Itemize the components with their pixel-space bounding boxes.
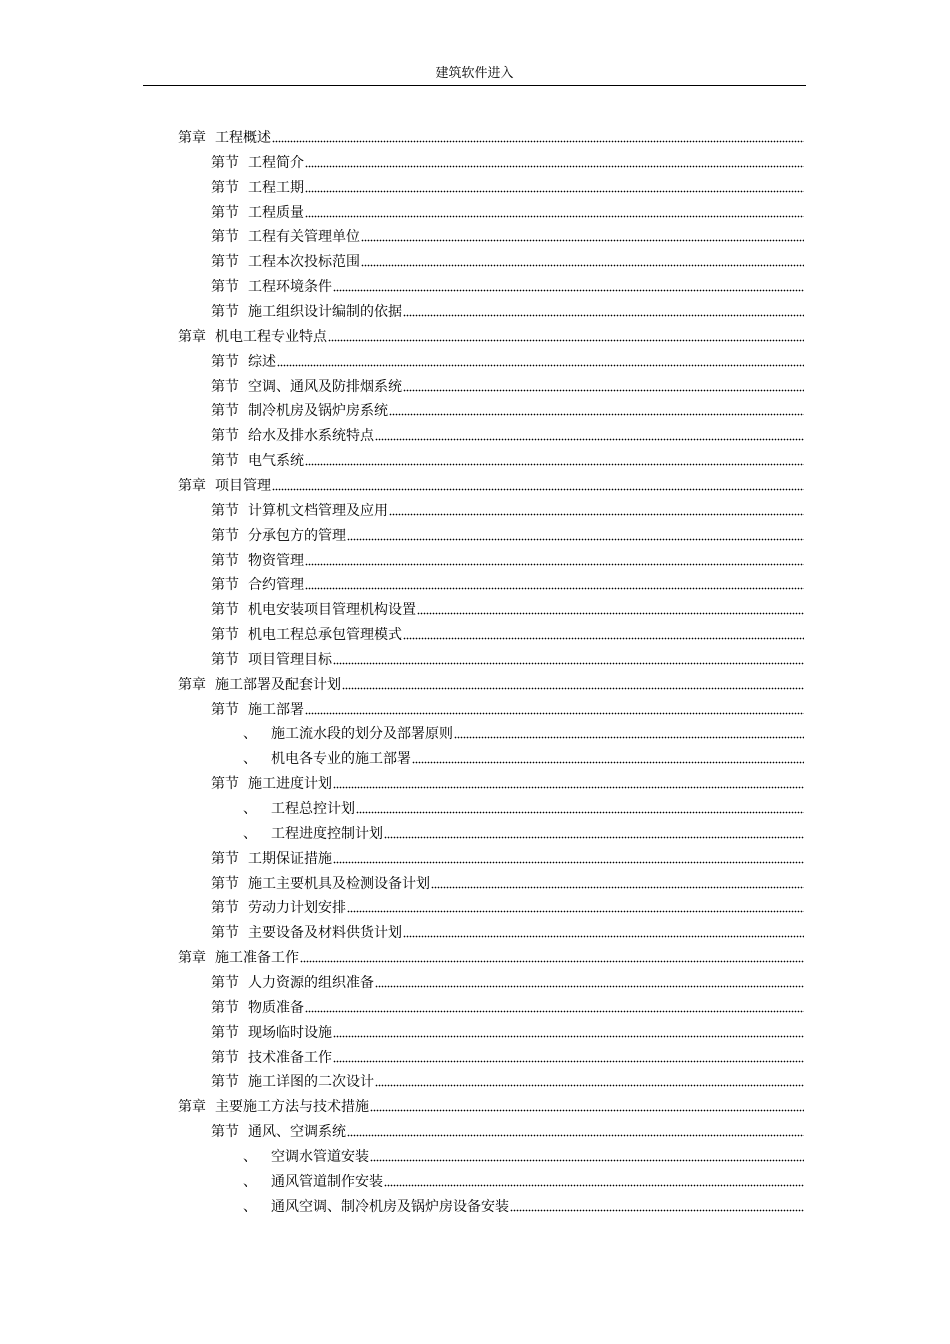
toc-entry-number: 、 bbox=[243, 825, 257, 842]
toc-entry-label bbox=[178, 1098, 369, 1116]
toc-section-entry[interactable] bbox=[211, 1047, 804, 1067]
toc-section-entry[interactable] bbox=[211, 376, 804, 396]
toc-dot-leader bbox=[403, 637, 804, 640]
toc-entry-number: 第章 bbox=[178, 676, 206, 693]
toc-dot-leader bbox=[272, 488, 804, 491]
toc-entry-number: 第节 bbox=[211, 304, 239, 320]
toc-dot-leader bbox=[361, 239, 804, 242]
toc-section-entry[interactable] bbox=[211, 1071, 804, 1091]
toc-entry-title: 人力资源的组织准备 bbox=[248, 974, 374, 991]
toc-entry-number: 、 bbox=[243, 1198, 257, 1215]
toc-entry-number: 第节 bbox=[211, 1124, 239, 1140]
toc-dot-leader bbox=[510, 1209, 804, 1212]
toc-section-entry[interactable] bbox=[211, 400, 804, 420]
toc-dot-leader bbox=[333, 1060, 804, 1063]
toc-entry-number: 、 bbox=[243, 1173, 257, 1190]
toc-entry-label bbox=[178, 477, 271, 495]
toc-entry-label bbox=[211, 875, 430, 893]
toc-section-entry[interactable] bbox=[211, 425, 804, 445]
toc-entry-number: 第节 bbox=[211, 999, 239, 1016]
toc-entry-title: 施工详图的二次设计 bbox=[248, 1074, 374, 1091]
toc-dot-leader bbox=[333, 786, 804, 789]
toc-dot-leader bbox=[328, 339, 804, 342]
toc-section-entry[interactable] bbox=[211, 152, 804, 172]
toc-entry-label bbox=[211, 701, 304, 719]
toc-entry-number: 第章 bbox=[178, 477, 206, 494]
toc-entry-label bbox=[243, 725, 453, 743]
toc-dot-leader bbox=[305, 215, 804, 218]
toc-chapter-entry[interactable] bbox=[178, 1096, 804, 1116]
toc-entry-title: 计算机文档管理及应用 bbox=[248, 502, 388, 519]
toc-entry-title: 工程本次投标范围 bbox=[248, 254, 360, 271]
toc-dot-leader bbox=[389, 413, 804, 416]
toc-section-entry[interactable] bbox=[211, 226, 804, 246]
toc-entry-label bbox=[211, 1123, 346, 1141]
toc-entry-label bbox=[211, 601, 416, 619]
toc-subsection-entry[interactable] bbox=[243, 723, 804, 743]
toc-entry-label bbox=[211, 253, 360, 271]
toc-entry-label bbox=[178, 949, 299, 967]
toc-entry-number: 第节 bbox=[211, 900, 239, 917]
toc-entry-number: 第节 bbox=[211, 502, 239, 519]
toc-dot-leader bbox=[333, 662, 804, 665]
toc-entry-title: 工程质量 bbox=[248, 204, 304, 221]
toc-dot-leader bbox=[333, 289, 804, 292]
toc-entry-label bbox=[243, 750, 411, 768]
toc-section-entry[interactable] bbox=[211, 1121, 804, 1141]
toc-dot-leader bbox=[389, 513, 804, 516]
toc-entry-title: 制冷机房及锅炉房系统 bbox=[248, 403, 388, 420]
toc-entry-title: 施工部署 bbox=[248, 701, 304, 718]
toc-entry-title: 工程简介 bbox=[248, 154, 304, 171]
toc-dot-leader bbox=[403, 314, 804, 317]
toc-section-entry[interactable] bbox=[211, 525, 804, 545]
toc-entry-title: 项目管理 bbox=[215, 477, 271, 494]
toc-section-entry[interactable] bbox=[211, 450, 804, 470]
toc-dot-leader bbox=[384, 836, 804, 839]
toc-chapter-entry[interactable] bbox=[178, 674, 804, 694]
toc-entry-title: 机电各专业的施工部署 bbox=[271, 751, 411, 768]
toc-entry-label bbox=[211, 502, 388, 520]
toc-entry-label bbox=[211, 1073, 374, 1091]
toc-subsection-entry[interactable] bbox=[243, 823, 804, 843]
toc-entry-number: 第节 bbox=[211, 974, 239, 991]
toc-entry-label bbox=[243, 825, 383, 843]
toc-dot-leader bbox=[305, 463, 804, 466]
toc-section-entry[interactable] bbox=[211, 251, 804, 271]
toc-section-entry[interactable] bbox=[211, 177, 804, 197]
header-title: 建筑软件进入 bbox=[435, 66, 514, 81]
toc-entry-title: 通风空调、制冷机房及锅炉房设备安装 bbox=[271, 1198, 509, 1215]
toc-section-entry[interactable] bbox=[211, 301, 804, 321]
toc-chapter-entry[interactable] bbox=[178, 947, 804, 967]
toc-dot-leader bbox=[342, 687, 804, 690]
toc-entry-number: 第节 bbox=[211, 602, 239, 619]
toc-entry-number: 第节 bbox=[211, 204, 239, 221]
toc-entry-title: 工程概述 bbox=[215, 130, 271, 146]
toc-dot-leader bbox=[305, 1010, 804, 1013]
toc-entry-number: 第节 bbox=[211, 925, 239, 942]
toc-entry-number: 第节 bbox=[211, 701, 239, 718]
toc-entry-number: 、 bbox=[243, 801, 257, 817]
toc-entry-title: 主要施工方法与技术措施 bbox=[215, 1099, 369, 1116]
toc-section-entry[interactable] bbox=[211, 351, 804, 371]
toc-entry-label bbox=[211, 179, 304, 197]
toc-entry-number: 第节 bbox=[211, 875, 239, 892]
toc-entry-number: 第节 bbox=[211, 254, 239, 271]
toc-section-entry[interactable] bbox=[211, 997, 804, 1017]
toc-section-entry[interactable] bbox=[211, 550, 804, 570]
toc-entry-title: 工程有关管理单位 bbox=[248, 229, 360, 246]
toc-entry-label bbox=[211, 154, 304, 172]
toc-entry-label bbox=[178, 328, 327, 346]
toc-section-entry[interactable] bbox=[211, 922, 804, 942]
toc-entry-title: 空调、通风及防排烟系统 bbox=[248, 378, 402, 395]
toc-entry-label bbox=[243, 800, 355, 818]
toc-chapter-entry[interactable] bbox=[178, 326, 804, 346]
toc-section-entry[interactable] bbox=[211, 624, 804, 644]
toc-entry-number: 第章 bbox=[178, 950, 206, 967]
toc-entry-number: 第节 bbox=[211, 1074, 239, 1091]
toc-entry-number: 第章 bbox=[178, 1099, 206, 1116]
toc-entry-number: 第节 bbox=[211, 627, 239, 643]
toc-dot-leader bbox=[305, 190, 804, 193]
toc-entry-number: 第节 bbox=[211, 850, 239, 867]
toc-entry-title: 机电工程总承包管理模式 bbox=[248, 627, 402, 643]
toc-entry-label bbox=[211, 378, 402, 396]
toc-section-entry[interactable] bbox=[211, 574, 804, 594]
toc-entry-number: 第节 bbox=[211, 403, 239, 420]
toc-dot-leader bbox=[417, 612, 804, 615]
toc-entry-title: 给水及排水系统特点 bbox=[248, 428, 374, 445]
toc-entry-title: 空调水管道安装 bbox=[271, 1148, 369, 1165]
toc-entry-number: 第节 bbox=[211, 279, 239, 296]
toc-dot-leader bbox=[305, 165, 804, 168]
toc-entry-number: 第节 bbox=[211, 577, 239, 594]
toc-chapter-entry[interactable] bbox=[178, 475, 804, 495]
toc-dot-leader bbox=[333, 861, 804, 864]
toc-dot-leader bbox=[375, 438, 804, 441]
toc-entry-number: 第节 bbox=[211, 378, 239, 395]
toc-entry-label bbox=[211, 427, 374, 445]
toc-entry-label bbox=[211, 204, 304, 222]
toc-subsection-entry[interactable] bbox=[243, 1171, 804, 1191]
toc-entry-title: 劳动力计划安排 bbox=[248, 900, 346, 917]
toc-entry-title: 施工进度计划 bbox=[248, 776, 332, 793]
toc-entry-number: 第节 bbox=[211, 353, 239, 370]
toc-entry-title: 项目管理目标 bbox=[248, 651, 332, 668]
toc-section-entry[interactable] bbox=[211, 699, 804, 719]
toc-entry-title: 机电工程专业特点 bbox=[215, 328, 327, 345]
toc-entry-label bbox=[211, 651, 332, 669]
toc-entry-label bbox=[211, 552, 304, 570]
toc-entry-number: 第节 bbox=[211, 1049, 239, 1066]
toc-dot-leader bbox=[277, 364, 804, 367]
toc-entry-number: 、 bbox=[243, 751, 257, 768]
toc-entry-title: 工期保证措施 bbox=[248, 850, 332, 867]
toc-entry-label bbox=[211, 402, 388, 420]
toc-entry-label bbox=[211, 278, 332, 296]
toc-section-entry[interactable] bbox=[211, 897, 804, 917]
toc-entry-title: 通风、空调系统 bbox=[248, 1124, 346, 1140]
toc-section-entry[interactable] bbox=[211, 873, 804, 893]
toc-entry-label bbox=[178, 676, 341, 694]
toc-dot-leader bbox=[384, 1184, 804, 1187]
toc-entry-title: 工程环境条件 bbox=[248, 279, 332, 296]
toc-section-entry[interactable] bbox=[211, 599, 804, 619]
toc-entry-number: 第节 bbox=[211, 651, 239, 668]
toc-entry-title: 工程总控计划 bbox=[271, 801, 355, 817]
toc-dot-leader bbox=[454, 736, 804, 739]
toc-entry-number: 第节 bbox=[211, 179, 239, 196]
toc-entry-label bbox=[211, 576, 304, 594]
toc-section-entry[interactable] bbox=[211, 1022, 804, 1042]
toc-entry-number: 第节 bbox=[211, 1024, 239, 1041]
toc-dot-leader bbox=[403, 935, 804, 938]
toc-entry-title: 施工主要机具及检测设备计划 bbox=[248, 875, 430, 892]
toc-subsection-entry[interactable] bbox=[243, 798, 804, 818]
toc-entry-label bbox=[211, 974, 374, 992]
toc-entry-number: 第章 bbox=[178, 130, 206, 146]
toc-entry-number: 第节 bbox=[211, 552, 239, 569]
toc-dot-leader bbox=[333, 1035, 804, 1038]
toc-dot-leader bbox=[375, 1084, 804, 1087]
toc-dot-leader bbox=[370, 1159, 804, 1162]
toc-dot-leader bbox=[347, 1134, 804, 1137]
toc-entry-title: 现场临时设施 bbox=[248, 1024, 332, 1041]
toc-entry-title: 技术准备工作 bbox=[248, 1049, 332, 1066]
toc-dot-leader bbox=[412, 761, 804, 764]
toc-chapter-entry[interactable] bbox=[178, 127, 804, 147]
toc-entry-number: 第章 bbox=[178, 328, 206, 345]
toc-entry-title: 电气系统 bbox=[248, 453, 304, 470]
toc-dot-leader bbox=[305, 587, 804, 590]
toc-entry-title: 工程进度控制计划 bbox=[271, 825, 383, 842]
toc-entry-title: 综述 bbox=[248, 353, 276, 370]
toc-entry-label bbox=[211, 999, 304, 1017]
toc-entry-title: 合约管理 bbox=[248, 577, 304, 594]
toc-section-entry[interactable] bbox=[211, 773, 804, 793]
toc-dot-leader bbox=[347, 910, 804, 913]
toc-entry-label bbox=[211, 353, 276, 371]
toc-entry-label bbox=[211, 924, 402, 942]
toc-section-entry[interactable] bbox=[211, 500, 804, 520]
toc-entry-title: 物质准备 bbox=[248, 999, 304, 1016]
toc-entry-title: 施工准备工作 bbox=[215, 950, 299, 967]
toc-dot-leader bbox=[431, 886, 804, 889]
toc-section-entry[interactable] bbox=[211, 649, 804, 669]
toc-dot-leader bbox=[305, 712, 804, 715]
toc-section-entry[interactable] bbox=[211, 276, 804, 296]
toc-entry-title: 主要设备及材料供货计划 bbox=[248, 925, 402, 942]
toc-dot-leader bbox=[375, 985, 804, 988]
toc-entry-title: 物资管理 bbox=[248, 552, 304, 569]
toc-entry-title: 通风管道制作安装 bbox=[271, 1173, 383, 1190]
toc-entry-label bbox=[211, 303, 402, 321]
toc-entry-title: 施工流水段的划分及部署原则 bbox=[271, 726, 453, 743]
toc-entry-number: 第节 bbox=[211, 776, 239, 793]
toc-dot-leader bbox=[370, 1109, 804, 1112]
toc-entry-number: 、 bbox=[243, 1148, 257, 1165]
header-rule bbox=[143, 85, 806, 86]
toc-entry-label bbox=[211, 899, 346, 917]
toc-entry-label bbox=[243, 1148, 369, 1166]
toc-entry-label bbox=[211, 527, 346, 545]
toc-entry-label bbox=[211, 228, 360, 246]
toc-entry-title: 施工部署及配套计划 bbox=[215, 676, 341, 693]
toc-entry-title: 机电安装项目管理机构设置 bbox=[248, 602, 416, 619]
toc-subsection-entry[interactable] bbox=[243, 748, 804, 768]
toc-entry-number: 第节 bbox=[211, 154, 239, 171]
toc-dot-leader bbox=[347, 538, 804, 541]
toc-entry-number: 第节 bbox=[211, 229, 239, 246]
toc-entry-number: 、 bbox=[243, 726, 257, 743]
toc-entry-label bbox=[211, 626, 402, 644]
toc-section-entry[interactable] bbox=[211, 972, 804, 992]
toc-entry-label bbox=[243, 1198, 509, 1216]
toc-entry-number: 第节 bbox=[211, 453, 239, 470]
toc-dot-leader bbox=[305, 563, 804, 566]
toc-entry-title: 分承包方的管理 bbox=[248, 527, 346, 544]
toc-entry-number: 第节 bbox=[211, 527, 239, 544]
toc-dot-leader bbox=[272, 140, 804, 143]
toc-entry-label bbox=[243, 1173, 383, 1191]
toc-entry-label bbox=[178, 129, 271, 147]
toc-entry-title: 工程工期 bbox=[248, 179, 304, 196]
toc-entry-label bbox=[211, 850, 332, 868]
toc-entry-label bbox=[211, 1049, 332, 1067]
toc-dot-leader bbox=[300, 960, 804, 963]
toc-entry-label bbox=[211, 452, 304, 470]
toc-dot-leader bbox=[361, 264, 804, 267]
toc-section-entry[interactable] bbox=[211, 202, 804, 222]
toc-entry-label bbox=[211, 775, 332, 793]
toc-entry-label bbox=[211, 1024, 332, 1042]
toc-subsection-entry[interactable] bbox=[243, 1196, 804, 1216]
toc-subsection-entry[interactable] bbox=[243, 1146, 804, 1166]
toc-entry-title: 施工组织设计编制的依据 bbox=[248, 304, 402, 320]
toc-dot-leader bbox=[356, 811, 804, 814]
toc-dot-leader bbox=[403, 389, 804, 392]
toc-entry-number: 第节 bbox=[211, 428, 239, 445]
toc-section-entry[interactable] bbox=[211, 848, 804, 868]
